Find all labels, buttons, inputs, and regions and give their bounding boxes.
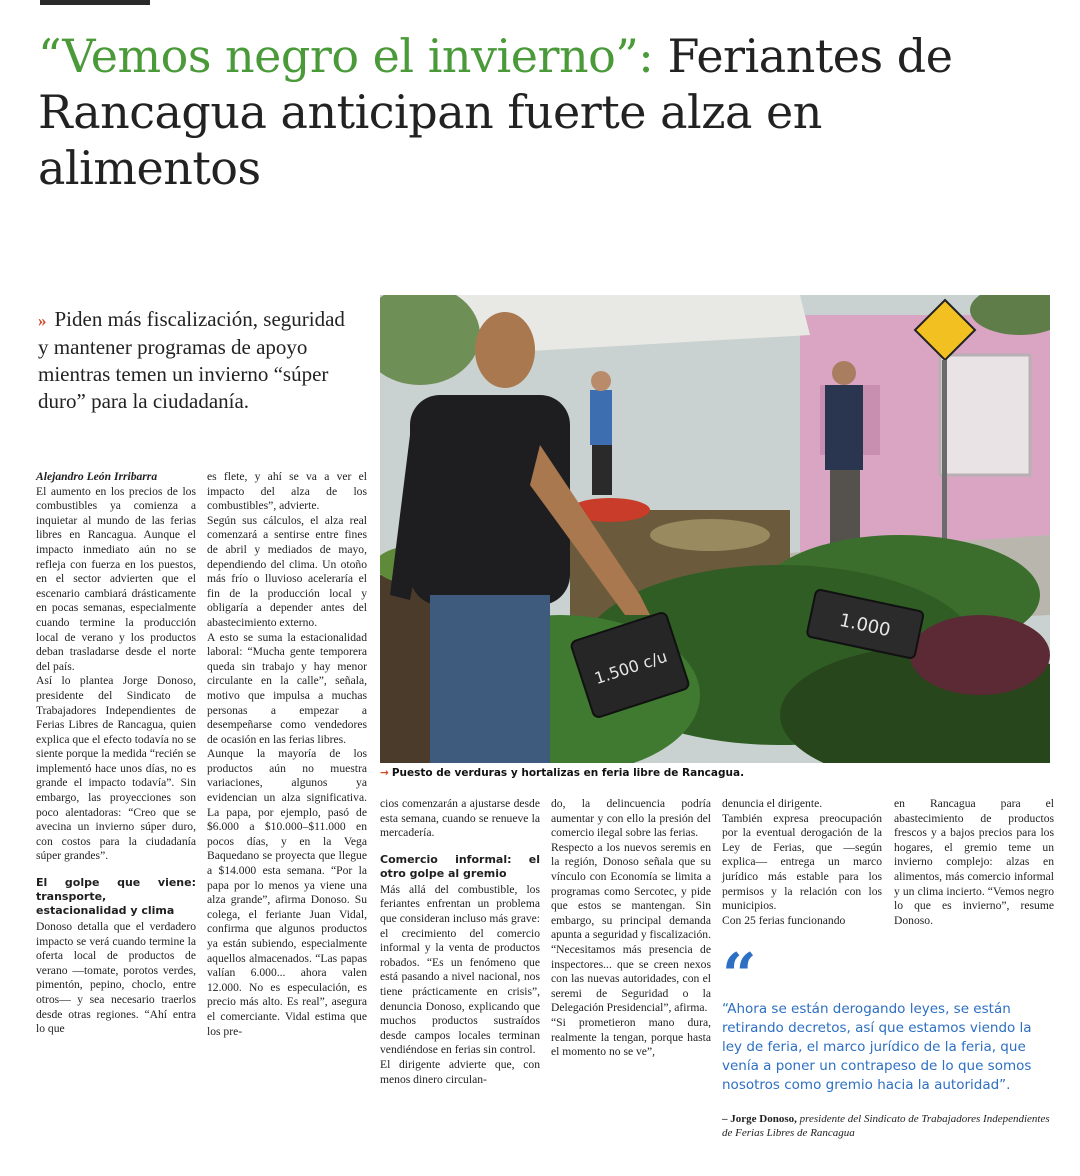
deck-text: Piden más fiscalización, seguridad y mantener programas de apoyo mientras temen un invierno “súper duro” para la ciudadanía. [38,307,345,413]
pull-quote: “Ahora se están derogando leyes, se están retirando decretos, así que estamos viendo la ley de feria, el marco jurídico de la feria, que venía a poner un contrapeso de lo que somos nosotros como gremio hacia la autoridad”. [722,1001,1032,1093]
paragraph: “Si prometieron mano dura, realmente la tengan, porque hasta el momento no se ve”, [551,1015,711,1059]
market-photo [380,295,1050,763]
paragraph: Con 25 ferias funcionando [722,913,846,927]
paragraph: “Necesitamos más presencia de inspectores... que se creen nexos con las nuevas autoridades, con el seremi de Seguridad o la Delegación Presidencial”, afirma. [551,942,711,1015]
subheading: El golpe que viene: transporte, estacionalidad y clima [36,876,196,918]
paragraph: Aunque la mayoría de los productos aún no muestra variaciones, algunos ya evidencian un alza significativa. La papa, por ejemplo, pasó de $6.000 a $10.000–$11.000 en pocos días, y en la Vega Baquedano se proyecta que llegue a $14.000 esta semana. “Por la papa por lo menos ya viene una alza grande”, afirma Donoso. Su colega, el feriante Juan Vidal, confirma que algunos productos ya están subiendo, especialmente aquellos almacenados. “Las papas valían 6.000... ahora valen 12.000. No es especulación, es precio más alto. Es real”, asegura el comerciante. Vidal estima que los pre- [207,747,367,1038]
quote-attribution [722,1112,1054,1140]
paragraph: Donoso detalla que el verdadero impacto se verá cuando termine la oferta local de productos de verano —tomate, porotos verdes, pimentón, pepino, choclo, entre otros— y sea necesario traerlos desde otras regiones. “Ahí entra lo que [36,920,196,1036]
price-sign-1: 1.500 c/u [592,646,670,689]
article-column-1 [36,470,196,1037]
article-column-3 [380,797,540,1087]
paragraph: cios comenzarán a ajustarse desde esta semana, cuando se renueve la mercadería. [380,797,540,840]
article-column-6 [894,797,1054,928]
price-sign-2: 1.000 [837,609,893,642]
paragraph: Más allá del combustible, los feriantes enfrentan un problema que consideran incluso más grave: el crecimiento del comercio informal y la venta de productos robados. “Es un fenómeno que está pasando a nivel nacional, nos tiene prácticamente en crisis”, denuncia Donoso, explicando que muchos productos sustraídos desde campos locales terminan vendiéndose en ferias sin control. [380,882,540,1057]
paragraph: es flete, y ahí se va a ver el impacto del alza de los combustibles”, advierte. [207,470,367,513]
caption-text: Puesto de verduras y hortalizas en feria libre de Rancagua. [391,767,745,779]
paragraph: Así lo plantea Jorge Donoso, presidente del Sindicato de Trabajadores Independientes de Ferias Libres de Rancagua, quien explica que el efecto todavía no se siente porque la medida “recién se implementó hace unos días, no es grande el impacto todavía”. Sin embargo, las proyecciones son poco alentadoras: “Creo que se avecina un invierno súper duro, con costos para la ciudadanía súper grandes”. [36,674,196,863]
paragraph: También expresa preocupación por la eventual derogación de la Ley de Ferias, que —según explica— entrega un marco jurídico más estable para los permisos y la relación con los municipios. [722,811,882,913]
deck [38,306,358,415]
quote-mark-icon: “ [722,941,757,1011]
byline: Alejandro León Irribarra [36,470,158,483]
article-column-5 [722,797,882,928]
paragraph: A esto se suma la estacionalidad laboral: “Mucha gente temporera queda sin trabajo y hay menor circulante en la calle”, señala, motivo que impulsa a muchas personas a empezar a desempeñarse como vendedores de ocasión en las ferias libres. [207,630,367,746]
paragraph: Respecto a los nuevos seremis en la región, Donoso señala que su vínculo con Economía se limita a programas como Sercotec, y pide que estos se mantengan. Sin embargo, su principal demanda apunta a seguridad y fiscalización. [551,840,711,942]
market-photo-illustration [380,295,1050,763]
paragraph: denuncia el dirigente. [722,797,823,810]
paragraph: en Rancagua para el abastecimiento de productos frescos y a bajos precios para los hogares, el gremio teme un invierno complejo: alzas en alimentos, más comercio informal y un clima incierto. “Vemos negro lo que es invierno”, resume Donoso. [894,797,1054,927]
quote-author: – Jorge Donoso, [722,1113,797,1125]
article-column-2 [207,470,367,1039]
caption-arrow-icon: → [380,767,389,779]
headline-quote: “Vemos negro el invierno”: [38,29,654,83]
paragraph: El aumento en los precios de los combustibles ya comienza a inquietar al mundo de las ferias libres en Rancagua. Aunque el impacto inmediato aún no se refleja con fuerza en los puestos, en el sector advierten que el escenario cambiará drásticamente en pocas semanas, especialmente cuando termine la producción local de verano y los productos deban trasladarse desde el norte del país. [36,484,196,673]
headline-rest: Feriantes de Rancagua anticipan fuerte alza en alimentos [38,29,953,195]
paragraph: El dirigente advierte que, con menos dinero circulan- [380,1057,540,1086]
section-bar [40,0,150,5]
deck-marker-icon: » [38,311,47,330]
article-column-4 [551,797,711,1060]
headline [38,28,1038,196]
subheading: Comercio informal: el otro golpe al gremio [380,852,540,880]
photo-caption [380,766,1050,780]
quote-author-role: presidente del Sindicato de Trabajadores Independientes de Ferias Libres de Rancagua [722,1113,1050,1139]
paragraph: Según sus cálculos, el alza real comenzará a sentirse entre fines de abril y mediados de mayo, dependiendo del clima. Un otoño más frío o lluvioso aceleraría el fin de la producción local y obligaría a depender antes del abastecimiento externo. [207,513,367,629]
paragraph: do, la delincuencia podría aumentar y con ello la presión del comercio ilegal sobre las ferias. [551,797,711,840]
